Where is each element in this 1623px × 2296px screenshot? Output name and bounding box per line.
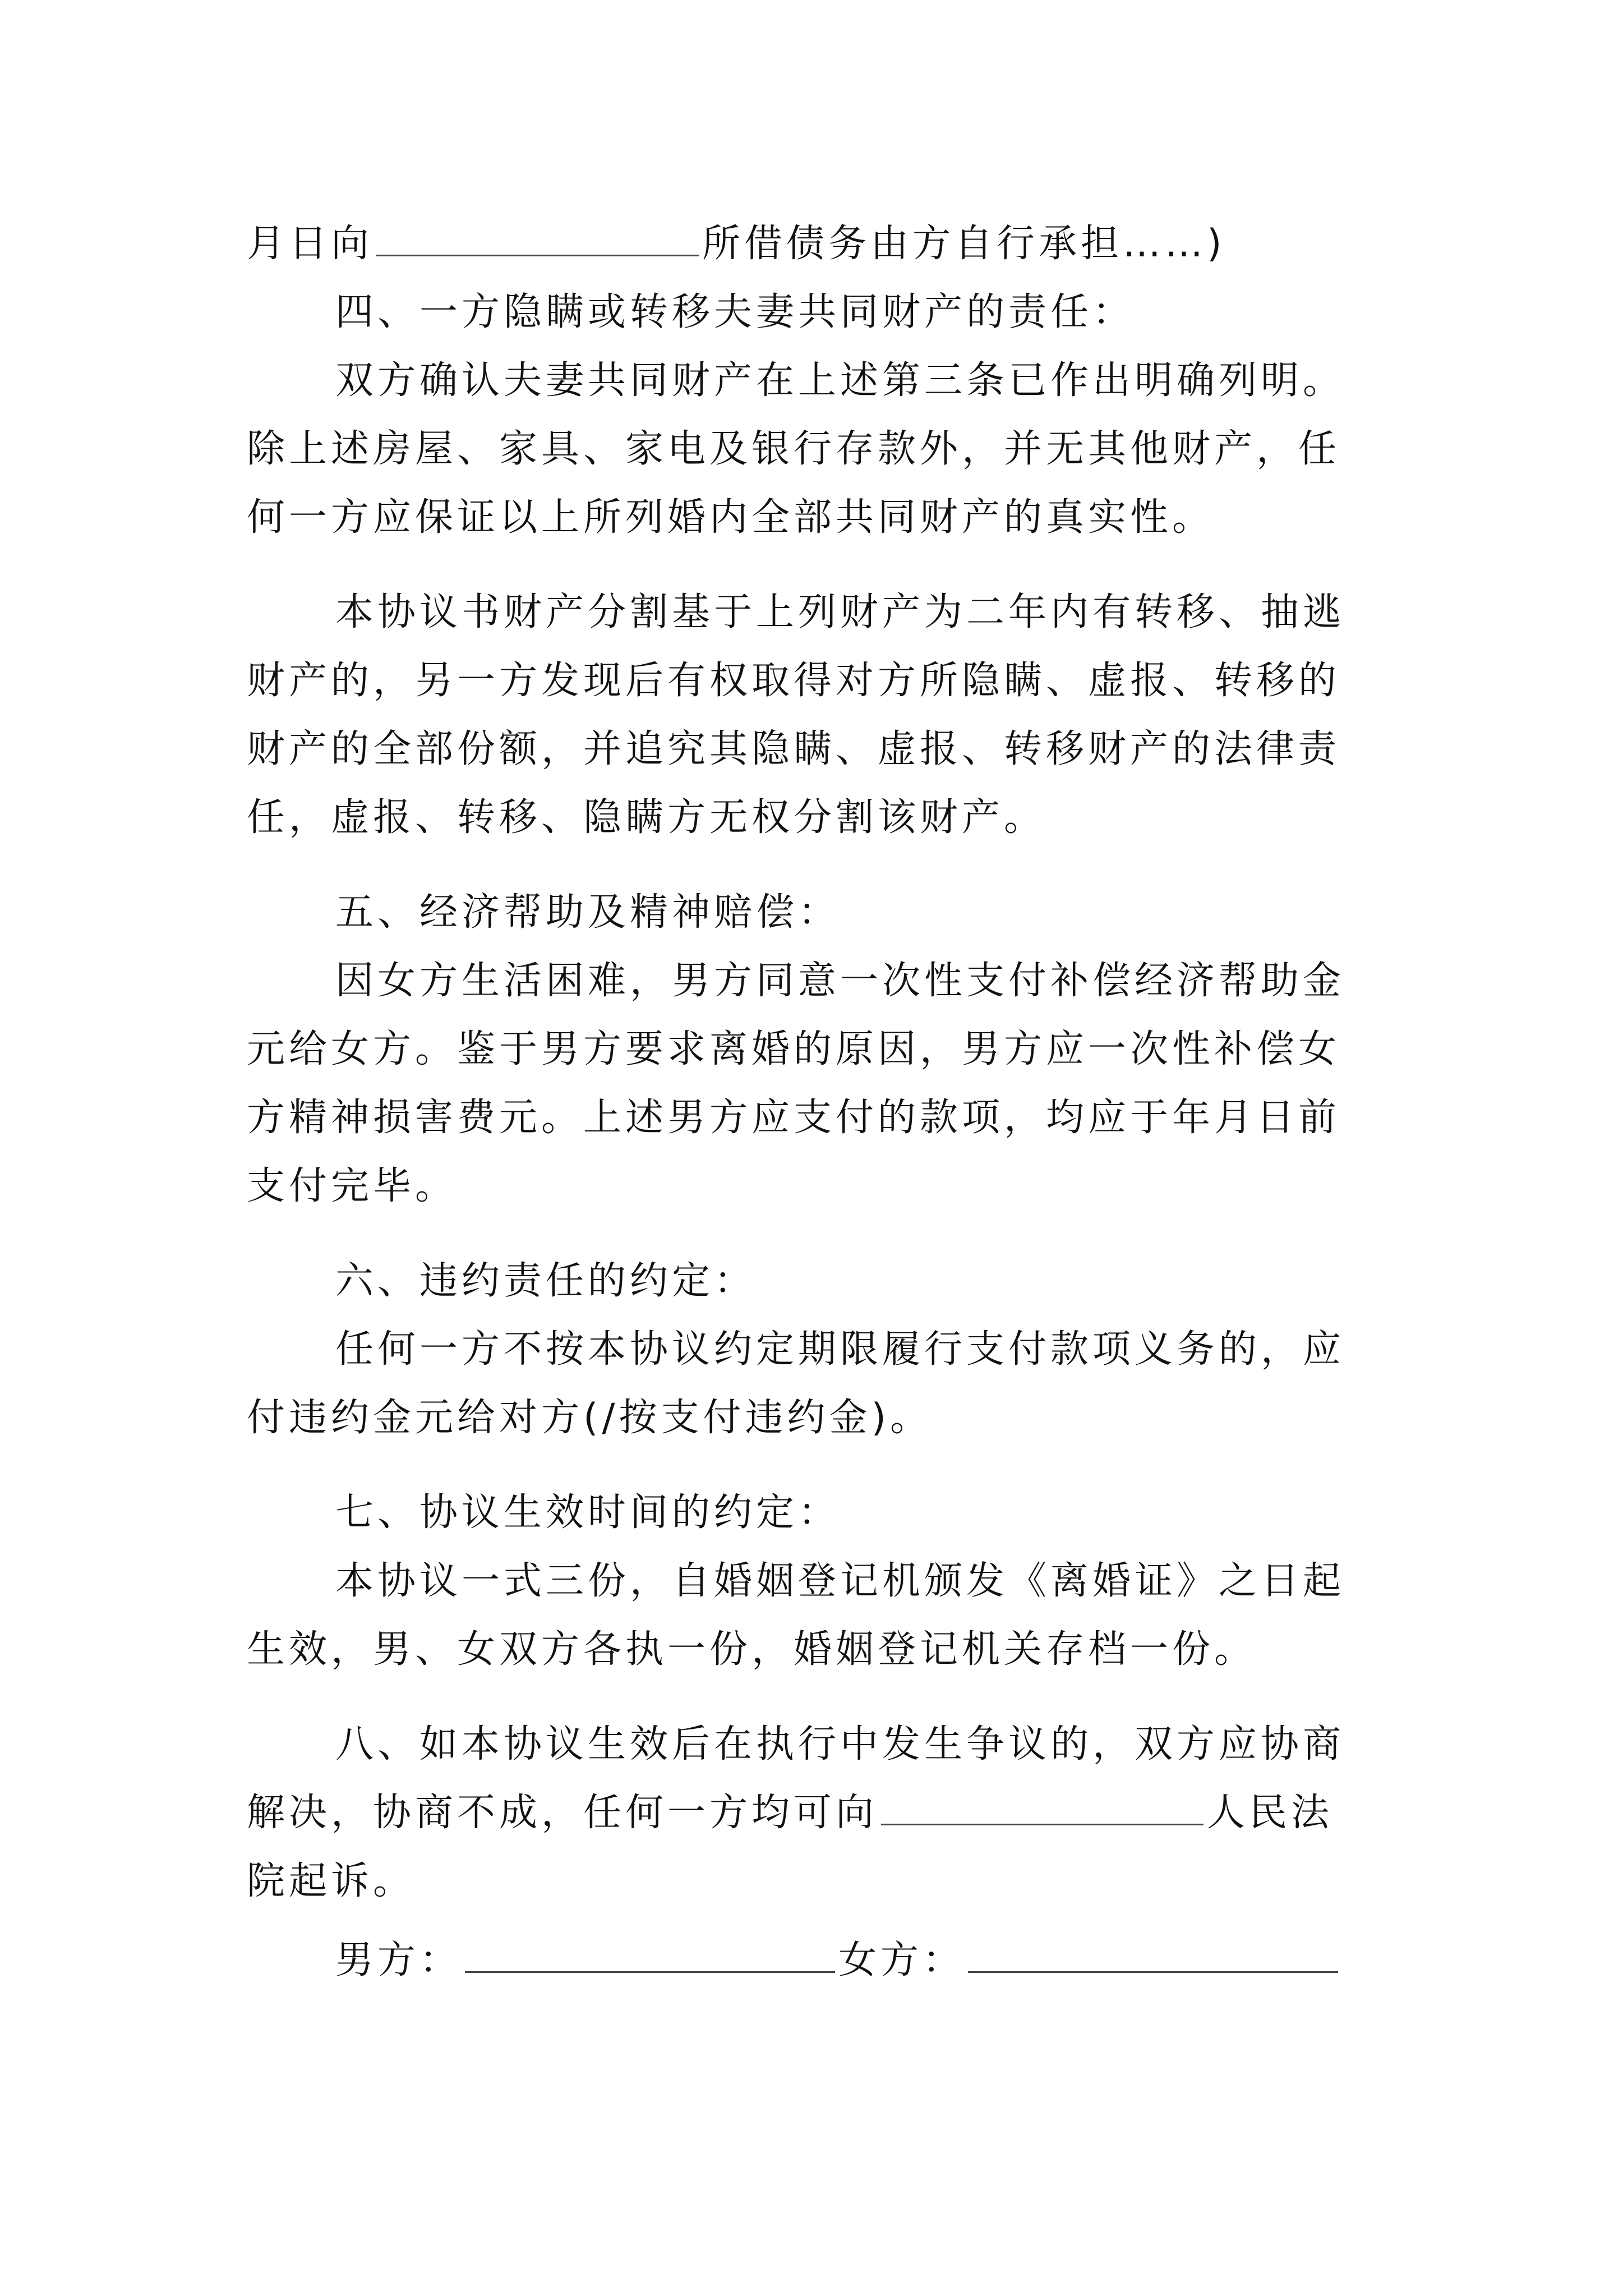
text-segment: 解决，协商不成，任何一方均可向 bbox=[247, 1791, 878, 1835]
section-heading: 五、经济帮助及精神赔偿： bbox=[335, 890, 841, 935]
text-line: 付违约金元给对方(/按支付违约金)。 bbox=[247, 1396, 932, 1440]
section-heading: 四、一方隐瞒或转移夫妻共同财产的责任： bbox=[335, 290, 1135, 334]
text-line: 财产的全部份额，并追究其隐瞒、虚报、转移财产的法律责 bbox=[247, 727, 1341, 771]
text-line: 任，虚报、转移、隐瞒方无权分割该财产。 bbox=[247, 795, 1046, 840]
text-line: 本协议书财产分割基于上列财产为二年内有转移、抽逃 bbox=[335, 590, 1345, 634]
text-segment: 月日向 bbox=[247, 222, 374, 266]
text-line: 财产的，另一方发现后有权取得对方所隐瞒、虚报、转移的 bbox=[247, 659, 1341, 703]
text-line: 院起诉。 bbox=[247, 1859, 416, 1903]
text-line: 因女方生活困难，男方同意一次性支付补偿经济帮助金 bbox=[335, 959, 1345, 1003]
male-signature-label: 男方： bbox=[335, 1938, 462, 1982]
fill-in-blank[interactable] bbox=[881, 1790, 1204, 1825]
section-heading: 七、协议生效时间的约定： bbox=[335, 1490, 841, 1535]
text-line: 双方确认夫妻共同财产在上述第三条已作出明确列明。 bbox=[335, 358, 1345, 403]
male-signature-field[interactable] bbox=[465, 1938, 835, 1973]
text-line: 生效，男、女双方各执一份，婚姻登记机关存档一份。 bbox=[247, 1627, 1257, 1672]
text-line: 支付完毕。 bbox=[247, 1164, 458, 1208]
fill-in-blank[interactable] bbox=[376, 221, 699, 256]
text-line: 何一方应保证以上所列婚内全部共同财产的真实性。 bbox=[247, 495, 1215, 540]
text-segment: 人民法 bbox=[1207, 1791, 1334, 1835]
text-line: 任何一方不按本协议约定期限履行支付款项义务的，应 bbox=[335, 1327, 1345, 1372]
signature-line bbox=[335, 1930, 1341, 1991]
female-signature-field[interactable] bbox=[968, 1938, 1338, 1973]
text-line: 本协议一式三份，自婚姻登记机颁发《离婚证》之日起 bbox=[335, 1559, 1345, 1603]
text-line: 方精神损害费元。上述男方应支付的款项，均应于年月日前 bbox=[247, 1096, 1341, 1140]
section-heading: 八、如本协议生效后在执行中发生争议的，双方应协商 bbox=[335, 1722, 1345, 1766]
text-line bbox=[247, 213, 1226, 275]
text-line: 元给女方。鉴于男方要求离婚的原因，男方应一次性补偿女 bbox=[247, 1027, 1341, 1071]
text-line bbox=[247, 1782, 1333, 1844]
female-signature-label: 女方： bbox=[838, 1938, 965, 1982]
text-segment: 所借债务由方自行承担……) bbox=[702, 222, 1226, 266]
text-line: 除上述房屋、家具、家电及银行存款外，并无其他财产，任 bbox=[247, 427, 1341, 471]
section-heading: 六、违约责任的约定： bbox=[335, 1259, 757, 1303]
